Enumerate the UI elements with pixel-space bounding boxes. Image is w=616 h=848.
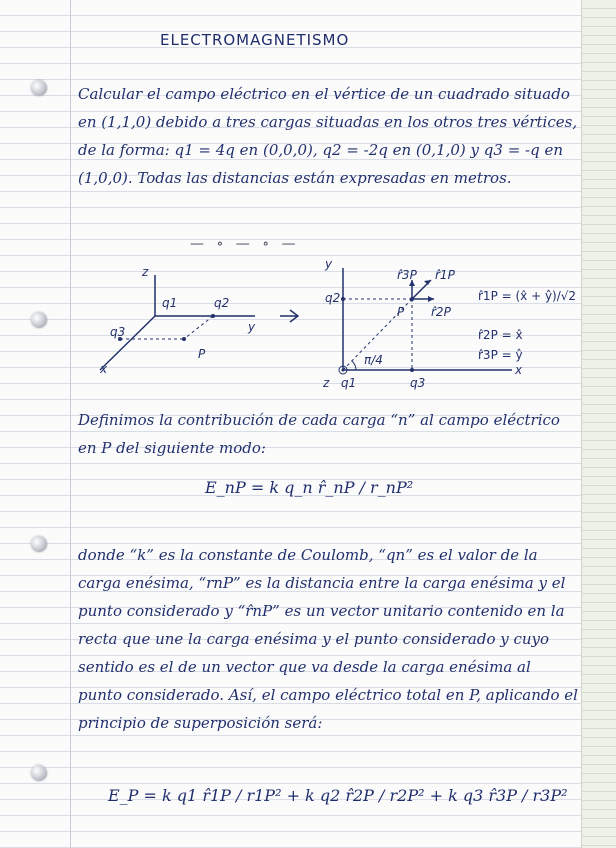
separator-line: — ∘ — ∘ —	[190, 236, 300, 252]
label-q3-right: q3	[410, 376, 426, 390]
definition-text: donde “k” es la constante de Coulomb, “qn” es el valor de la carga enésima, “rnP” es la distancia entre la carga enésima y el punto considerado y “r̂nP” es un vector unitario contenido en la recta que une la carga enésima y el punto considerado y cuyo sentido es el de un vector que va desde la carga enésima al punto considerado. Así, el campo eléctrico total en P, aplicando el principio de superposición será:	[78, 546, 578, 732]
total-field-formula: E_P = k q1 r̂1P / r1P² + k q2 r̂2P / r2P² + k q3 r̂3P / r3P²	[108, 786, 568, 805]
label-x-right: x	[515, 363, 523, 377]
label-y-left: y	[248, 320, 256, 334]
label-q3-left: q3	[110, 325, 126, 339]
label-z-left: z	[142, 265, 149, 279]
label-z-right: z	[323, 376, 330, 390]
label-x-left: x	[100, 362, 108, 376]
page-title: ELECTROMAGNETISMO	[160, 31, 350, 49]
unit-vector-r3p: r̂3P = ŷ	[478, 348, 523, 362]
label-q1-right: q1	[341, 376, 357, 390]
label-q2-left: q2	[214, 296, 230, 310]
label-y-right: y	[325, 257, 333, 271]
label-r2p-right: r̂2P	[431, 305, 451, 319]
unit-vector-r2p: r̂2P = x̂	[478, 328, 523, 342]
label-q2-right: q2	[325, 291, 341, 305]
problem-statement: Calcular el campo eléctrico en el vértice de un cuadrado situado en (1,1,0) debido a tres cargas situadas en los otros tres vértices, de la forma: q1 = 4q en (0,0,0), q2 = -2q en (0,1,0) y q3 = -q en (1,0,0). Todas las distancias están expresadas en metros.	[78, 85, 578, 187]
explanation-text: Definimos la contribución de cada carga “n” al campo eléctrico en P del siguiente modo:	[78, 411, 560, 457]
label-r3p-right: r̂3P	[397, 268, 417, 282]
unit-vector-r1p: r̂1P = (x̂ + ŷ)/√2	[478, 289, 577, 303]
label-q1-left: q1	[162, 296, 178, 310]
label-angle: π/4	[364, 353, 383, 367]
label-p-right: P	[397, 305, 405, 319]
label-p-left: P	[198, 347, 206, 361]
label-r1p-right: r̂1P	[435, 268, 455, 282]
field-formula: E_nP = k q_n r̂_nP / r_nP²	[205, 478, 414, 497]
